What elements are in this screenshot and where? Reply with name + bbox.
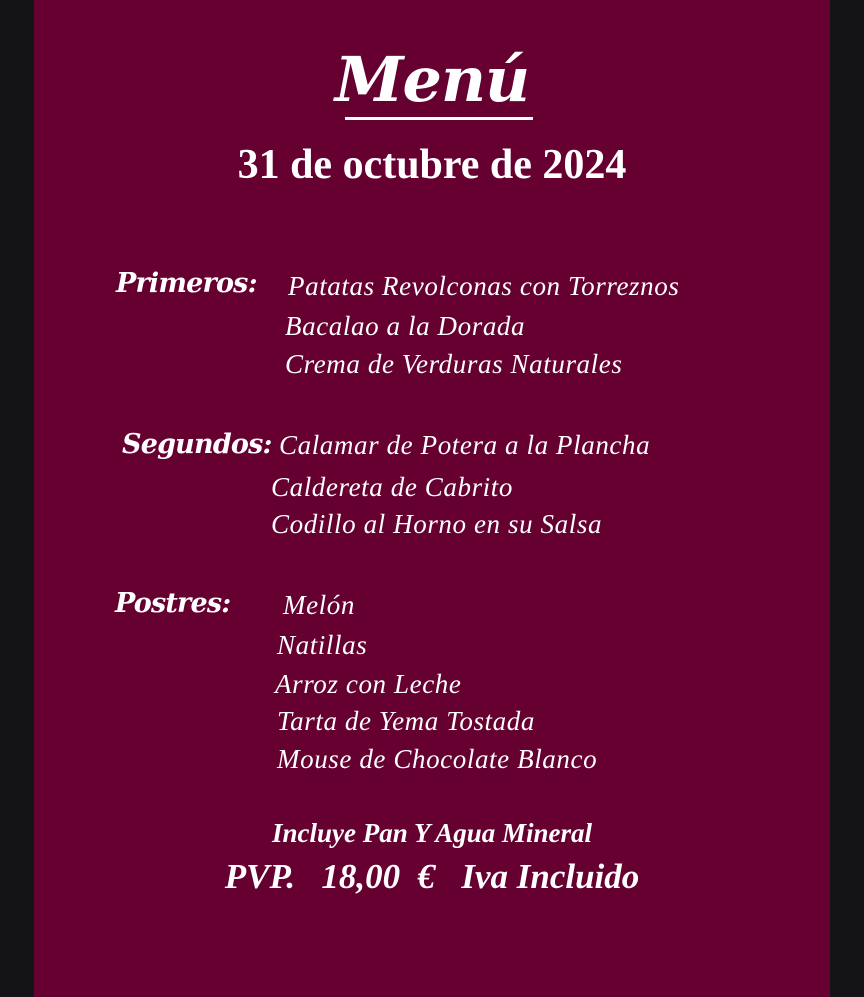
menu-item: Patatas Revolconas con Torreznos xyxy=(288,271,680,301)
menu-item: Mouse de Chocolate Blanco xyxy=(277,744,598,774)
menu-card xyxy=(34,0,830,997)
menu-item: Bacalao a la Dorada xyxy=(285,311,526,341)
menu-item: Codillo al Horno en su Salsa xyxy=(271,509,603,539)
menu-title: Menú xyxy=(334,43,530,116)
section-label-primeros: Primeros: xyxy=(116,268,257,299)
menu-item: Tarta de Yema Tostada xyxy=(277,706,535,736)
menu-item: Calamar de Potera a la Plancha xyxy=(279,430,651,460)
menu-date: 31 de octubre de 2024 xyxy=(237,142,627,188)
menu-item: Melón xyxy=(283,590,355,620)
price-line: PVP. 18,00 € Iva Incluido xyxy=(224,857,640,896)
menu-item: Crema de Verduras Naturales xyxy=(285,349,623,379)
menu-item: Arroz con Leche xyxy=(275,669,462,699)
menu-item: Natillas xyxy=(277,630,368,660)
section-label-segundos: Segundos: xyxy=(122,429,272,460)
title-underline xyxy=(345,117,533,120)
menu-item: Caldereta de Cabrito xyxy=(271,472,513,502)
section-label-postres: Postres: xyxy=(115,588,231,619)
includes-note: Incluye Pan Y Agua Mineral xyxy=(271,818,593,848)
